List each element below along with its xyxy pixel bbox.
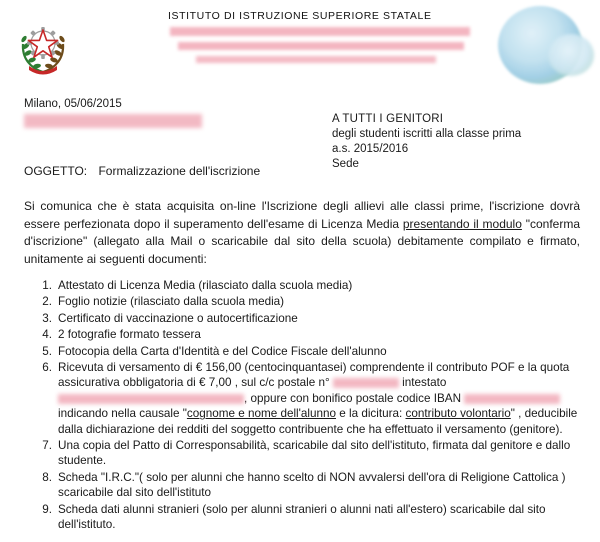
redacted-iban bbox=[464, 394, 560, 404]
addressee-line-2: degli studenti iscritti alla classe prima bbox=[332, 128, 522, 140]
list-item-text-segment: IBAN bbox=[433, 391, 465, 405]
list-item-text-segment: (centocinquantasei) comprendente il contributo POF e la quota assicurativa obbligatoria di € 7,00 , sul c/c postale n° bbox=[58, 361, 570, 390]
date-line: Milano, 05/06/2015 bbox=[24, 98, 122, 110]
list-item-text-segment: indicando nella causale " bbox=[58, 407, 187, 421]
italian-republic-emblem-icon bbox=[16, 16, 70, 78]
body-paragraph bbox=[24, 198, 580, 268]
list-item-number: 2. bbox=[42, 295, 52, 309]
addressee-line-1: A TUTTI I GENITORI bbox=[332, 113, 444, 125]
redacted-account-holder bbox=[58, 394, 244, 404]
list-item-number: 6. bbox=[42, 361, 52, 375]
list-item-underlined-text: cognome e nome dell'alunno bbox=[186, 407, 336, 421]
list-item-text-segment: e la dicitura: bbox=[336, 407, 406, 421]
list-item-text: Fotocopia della Carta d'Identità e del Codice Fiscale dell'alunno bbox=[58, 344, 387, 358]
list-item-text-segment: , oppure con bonifico postale codice bbox=[244, 391, 434, 405]
list-item-text bbox=[58, 361, 577, 436]
list-item-text: 2 fotografie formato tessera bbox=[58, 328, 201, 342]
addressee-block bbox=[332, 112, 521, 172]
body-paragraph-underlined: presentando il modulo bbox=[402, 216, 522, 231]
redacted-institution-name bbox=[170, 27, 470, 36]
redacted-institution-contacts bbox=[196, 56, 436, 63]
list-item-text: Foglio notizie (rilasciato dalla scuola media) bbox=[58, 295, 285, 309]
list-item-text-segment: Ricevuta di versamento di € 156,00 bbox=[58, 361, 245, 375]
required-documents-list bbox=[24, 278, 584, 534]
list-item-number: 5. bbox=[42, 344, 52, 358]
subject-label: OGGETTO: bbox=[24, 164, 88, 178]
list-item-underlined-text: contributo volontario bbox=[405, 407, 511, 421]
school-logo-secondary-icon bbox=[548, 34, 594, 76]
list-item-number: 7. bbox=[42, 439, 52, 453]
list-item-text: Scheda "I.R.C."( solo per alunni che hanno scelto di NON avvalersi dell'ora di Religione Cattolica ) scaricabile dal sito dell'istituto bbox=[58, 470, 566, 500]
list-item bbox=[24, 278, 584, 293]
list-item bbox=[24, 438, 584, 469]
list-item-text-segment: " , deducibile dalla dichiarazione dei redditi del soggetto contribuente che ha effettuato il versamento (genitore). bbox=[58, 407, 578, 436]
institution-title: ISTITUTO DI ISTRUZIONE SUPERIORE STATALE bbox=[168, 10, 432, 22]
list-item-number: 4. bbox=[42, 328, 52, 342]
list-item bbox=[24, 344, 584, 359]
body-paragraph-part-1: Si comunica che è stata acquisita on-line l'Iscrizione degli allievi alle classi prime, l'iscrizione dovrà essere perfezionata dopo il superamento dell'esame di Licenza Media bbox=[24, 199, 580, 231]
redacted-institution-address bbox=[178, 42, 464, 50]
subject-line bbox=[24, 164, 260, 178]
redacted-postal-account-number bbox=[333, 378, 399, 388]
list-item bbox=[24, 502, 584, 533]
list-item-text-segment: intestato bbox=[398, 376, 447, 390]
list-item-text: Attestato di Licenza Media (rilasciato dalla scuola media) bbox=[58, 279, 353, 292]
list-item bbox=[24, 470, 584, 501]
list-item-number: 1. bbox=[42, 279, 52, 292]
list-item bbox=[24, 311, 584, 326]
list-item-number: 8. bbox=[42, 470, 52, 484]
list-item-text: Una copia del Patto di Corresponsabilità, scaricabile dal sito dell'istituto, firmata dal genitore e dallo studente. bbox=[58, 439, 571, 468]
document-header bbox=[0, 0, 600, 92]
redacted-protocol-number bbox=[24, 114, 202, 128]
list-item-text: Certificato di vaccinazione o autocertificazione bbox=[58, 311, 298, 325]
list-item-number: 9. bbox=[42, 502, 52, 516]
body-paragraph-part-2: "conferma d'iscrizione" (allegato alla Mail o scaricabile dal sito della scuola) debitamente compilato e firmato, unitamente ai seguenti documenti: bbox=[24, 216, 581, 266]
list-item bbox=[24, 294, 584, 309]
list-item bbox=[24, 327, 584, 342]
list-item-text: Scheda dati alunni stranieri (solo per alunni stranieri o alunni nati all'estero) scaricabile dal sito dell'istituto. bbox=[58, 502, 546, 532]
list-item bbox=[24, 360, 584, 437]
subject-text: Formalizzazione dell'iscrizione bbox=[98, 164, 261, 178]
addressee-line-4: Sede bbox=[332, 158, 359, 170]
list-item-number: 3. bbox=[42, 311, 52, 325]
addressee-line-3: a.s. 2015/2016 bbox=[332, 143, 409, 155]
